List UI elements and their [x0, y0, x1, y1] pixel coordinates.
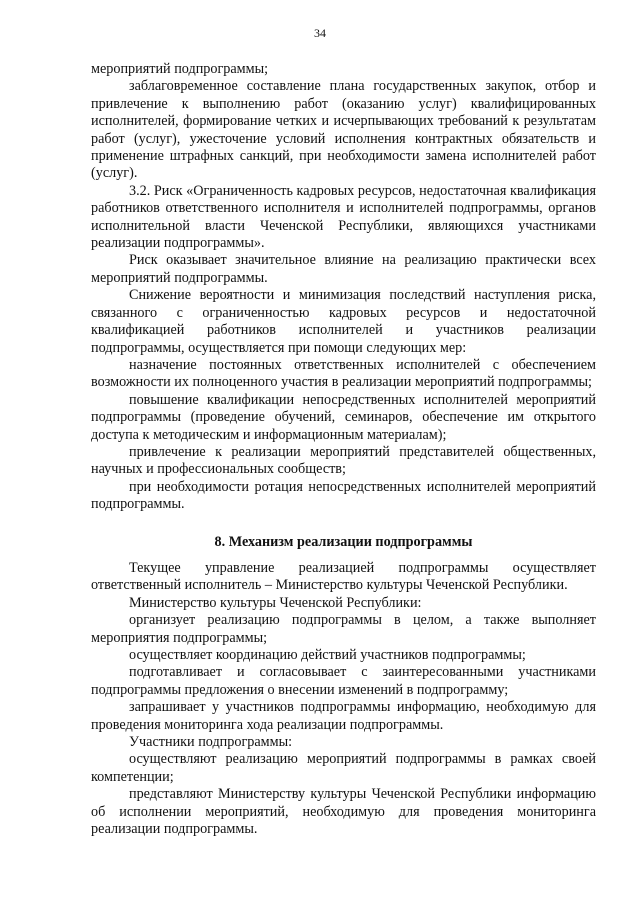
paragraph-implement: осуществляют реализацию мероприятий подпрограммы в рамках своей компетенции;	[91, 751, 596, 785]
paragraph-advance-procurement-planning: заблаговременное составление плана государственных закупок, отбор и привлечение к выполнению работ (оказанию услуг) квалифицированных исполнителей, формирование четких и исчерпывающих требований к результатам работ (услуг), ужесточение условий исполнения контрактных обязательств и применение штрафных санкций, при необходимости замена исполнителей работ (услуг).	[91, 78, 596, 182]
paragraph-risk-influence: Риск оказывает значительное влияние на реализацию практически всех мероприятий подпрограммы.	[91, 252, 596, 286]
paragraph-participants: Участники подпрограммы:	[129, 734, 293, 751]
paragraph-risk-mitigation: Снижение вероятности и минимизация последствий наступления риска, связанного с ограниченностью кадровых ресурсов и недостаточной квалификацией работников исполнителей и участников реализации подпрограммы, осуществляется при помощи следующих мер:	[91, 287, 596, 356]
paragraph-ministry: Министерство культуры Чеченской Республики:	[129, 594, 422, 611]
paragraph-requests: запрашивает у участников подпрограммы информацию, необходимую для проведения мониторинга хода реализации подпрограммы.	[91, 699, 596, 733]
paragraph-risk-3-2: 3.2. Риск «Ограниченность кадровых ресурсов, недостаточная квалификация работников ответственного исполнителя и исполнителей подпрограммы, органов исполнительной власти Чеченской Республики, являющихся участниками реализации подпрограммы».	[91, 182, 596, 252]
paragraph-rotation: при необходимости ротация непосредственных исполнителей мероприятий подпрограммы.	[91, 478, 596, 513]
paragraph-submit: представляют Министерству культуры Чеченской Республики информацию об исполнении мероприятий, необходимую для проведения мониторинга реализации подпрограммы.	[91, 786, 596, 838]
paragraph-coordinates: осуществляет координацию действий участников подпрограммы;	[129, 647, 526, 663]
page-number: 34	[314, 26, 326, 40]
paragraph-organizes: организует реализацию подпрограммы в целом, а также выполняет мероприятия подпрограммы;	[91, 612, 596, 646]
paragraph-current-management: Текущее управление реализацией подпрограммы осуществляет ответственный исполнитель – Министерство культуры Чеченской Республики.	[91, 559, 596, 594]
paragraph-permanent-executors: назначение постоянных ответственных исполнителей с обеспечением возможности их полноценного участия в реализации мероприятий подпрограммы;	[91, 356, 596, 391]
paragraph-communities: привлечение к реализации мероприятий представителей общественных, научных и профессиональных сообществ;	[91, 443, 596, 478]
paragraph-continuation: мероприятий подпрограммы;	[91, 61, 269, 77]
paragraph-prepares: подготавливает и согласовывает с заинтересованными участниками подпрограммы предложения о внесении изменений в подпрограмму;	[91, 664, 596, 698]
section-heading: 8. Механизм реализации подпрограммы	[214, 533, 473, 550]
paragraph-qualification: повышение квалификации непосредственных исполнителей мероприятий подпрограммы (проведение обучений, семинаров, обеспечение им открытого доступа к методическим и информационным материалам);	[91, 391, 596, 443]
page-content	[91, 61, 596, 838]
